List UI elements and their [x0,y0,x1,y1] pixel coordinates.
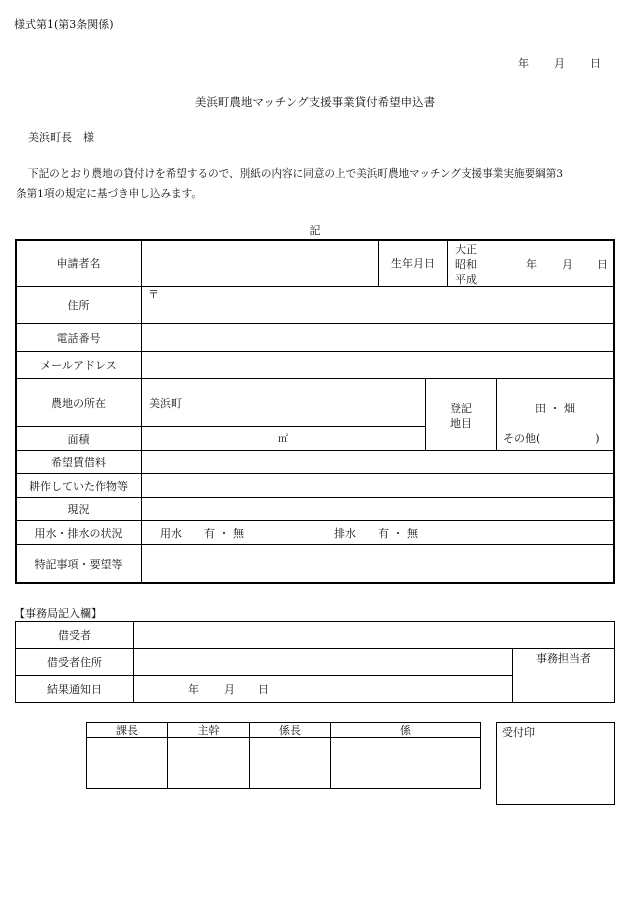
staff-in-charge-label: 事務担当者 [536,652,591,665]
document-title: 美浜町農地マッチング支援事業貸付希望申込書 [194,95,436,109]
email-label: メールアドレス [40,359,117,372]
crops-label: 耕作していた作物等 [29,479,128,493]
result-year-label: 年 [188,683,199,696]
area-label: 面積 [67,432,90,446]
registry-label-line1: 登記 [450,402,472,415]
birth-day-label: 日 [597,258,608,271]
field-type-options: 田 ・ 畑 [535,402,575,415]
staff-label: 係 [400,724,411,737]
section-chief-label: 課長 [116,724,138,737]
subsection-chief-label: 係長 [279,724,301,737]
date-year-label: 年 [518,57,529,70]
area-unit: ㎡ [278,434,288,445]
other-field-type: その他( ) [503,432,600,445]
era-showa: 昭和 [455,258,477,271]
chief-clerk-label: 主幹 [197,724,220,737]
birth-month-label: 月 [562,258,573,271]
desired-rent-label: 希望賃借料 [51,456,106,469]
current-status-label: 現況 [67,503,90,516]
birth-year-label: 年 [526,258,537,271]
address-label: 住所 [67,299,90,312]
result-month-label: 月 [224,683,235,696]
body-text-line2: 条第1項の規定に基づき申し込みます。 [16,188,202,200]
office-section-heading: 【事務局記入欄】 [14,607,102,620]
era-taisho: 大正 [455,243,477,256]
water-status-label: 用水・排水の状況 [34,526,123,540]
era-heisei: 平成 [455,273,477,286]
water-intake-options: 用水 有 ・ 無 [160,526,244,540]
land-location-value: 美浜町 [149,396,182,410]
borrower-address-label: 借受者住所 [47,656,102,669]
body-text-line1: 下記のとおり農地の貸付けを希望するので、別紙の内容に同意の上で美浜町農地マッチング支援事業実施要綱第3 [28,168,564,180]
applicant-name-label: 申請者名 [56,257,101,270]
date-day-label: 日 [590,57,601,70]
water-drain-options: 排水 有 ・ 無 [334,526,418,540]
registry-label-line2: 地目 [450,417,472,430]
postal-mark: 〒 [148,288,159,301]
remarks-label: 特記事項・要望等 [34,557,123,571]
form-number: 様式第1(第3条関係) [14,18,114,31]
phone-label: 電話番号 [56,331,101,345]
date-month-label: 月 [554,57,565,70]
borrower-label: 借受者 [58,629,91,642]
result-date-label: 結果通知日 [47,683,102,696]
ki-heading: 記 [309,224,321,237]
addressee: 美浜町長 様 [28,131,94,144]
birth-date-label: 生年月日 [391,257,435,270]
result-day-label: 日 [258,683,269,696]
land-location-label: 農地の所在 [51,396,106,410]
receipt-stamp-label: 受付印 [502,726,535,739]
